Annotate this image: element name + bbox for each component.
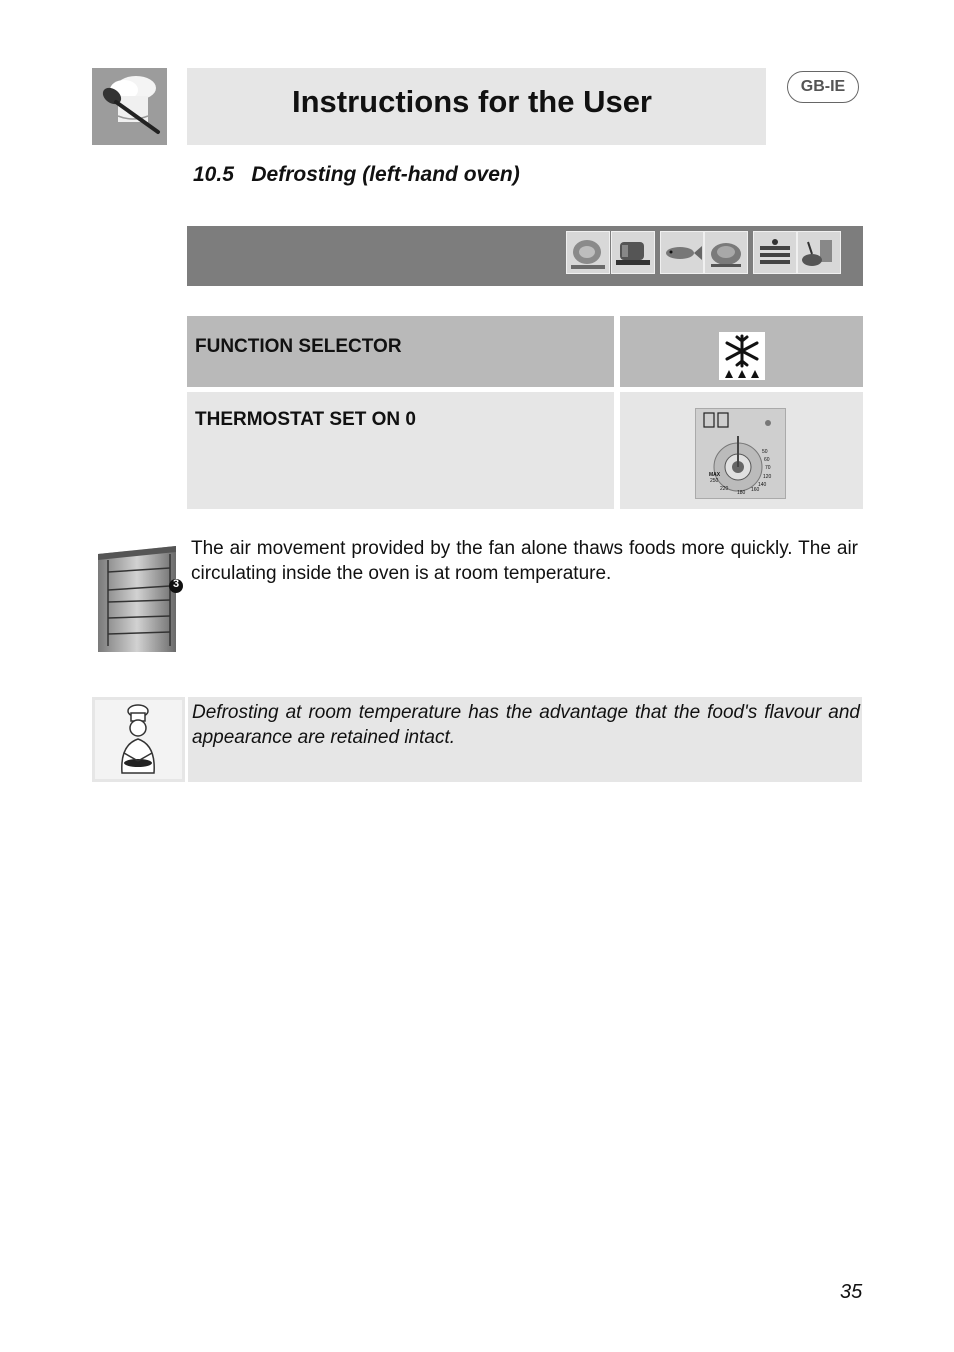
chef-icon	[92, 697, 185, 782]
dial-tick-label: 220	[720, 486, 729, 492]
thermostat-dial-icon	[695, 408, 786, 499]
bread-icon	[611, 231, 655, 274]
body-paragraph: The air movement provided by the fan alone thaws foods more quickly. The air circulating inside the oven is at room temperature.	[191, 538, 858, 584]
roast-meat-icon	[566, 231, 610, 274]
dial-tick-label: 50	[762, 449, 768, 455]
chicken-icon	[704, 231, 748, 274]
section-title: 10.5 Defrosting (left-hand oven)	[193, 163, 520, 186]
logo	[92, 68, 167, 145]
oven-rack-illustration	[98, 546, 183, 652]
dial-tick-label: 120	[763, 474, 772, 480]
thermostat-cell	[187, 392, 614, 509]
spoon-and-chef-hat-icon	[92, 68, 167, 145]
dial-tick-label: 70	[765, 465, 771, 471]
page-title: Instructions for the User	[292, 84, 652, 119]
thermostat-label: THERMOSTAT SET ON 0	[195, 409, 416, 430]
function-selector-symbol-cell	[620, 316, 863, 387]
language-badge: GB-IE	[787, 71, 859, 103]
function-selector-cell	[187, 316, 614, 387]
vegetables-icon	[797, 231, 841, 274]
dial-grill-mark: MAX	[709, 472, 721, 478]
food-icons-band	[187, 226, 863, 286]
tip-text: Defrosting at room temperature has the advantage that the food's flavour and appearance are retained intact.	[192, 702, 860, 748]
dial-tick-label: 160	[751, 487, 760, 493]
rack-level-number: 3	[172, 578, 180, 590]
tip-icon-box	[92, 697, 185, 782]
fish-icon	[660, 231, 704, 274]
function-selector-label: FUNCTION SELECTOR	[195, 336, 402, 357]
page-number: 35	[840, 1281, 863, 1303]
cake-icon	[753, 231, 797, 274]
dial-tick-label: 140	[758, 482, 767, 488]
snowflake-defrost-icon	[719, 332, 765, 380]
dial-tick-label: 60	[764, 457, 770, 463]
dial-tick-label: 250	[710, 478, 719, 484]
dial-tick-label: 180	[737, 490, 746, 496]
thermostat-dial-cell	[620, 392, 863, 509]
